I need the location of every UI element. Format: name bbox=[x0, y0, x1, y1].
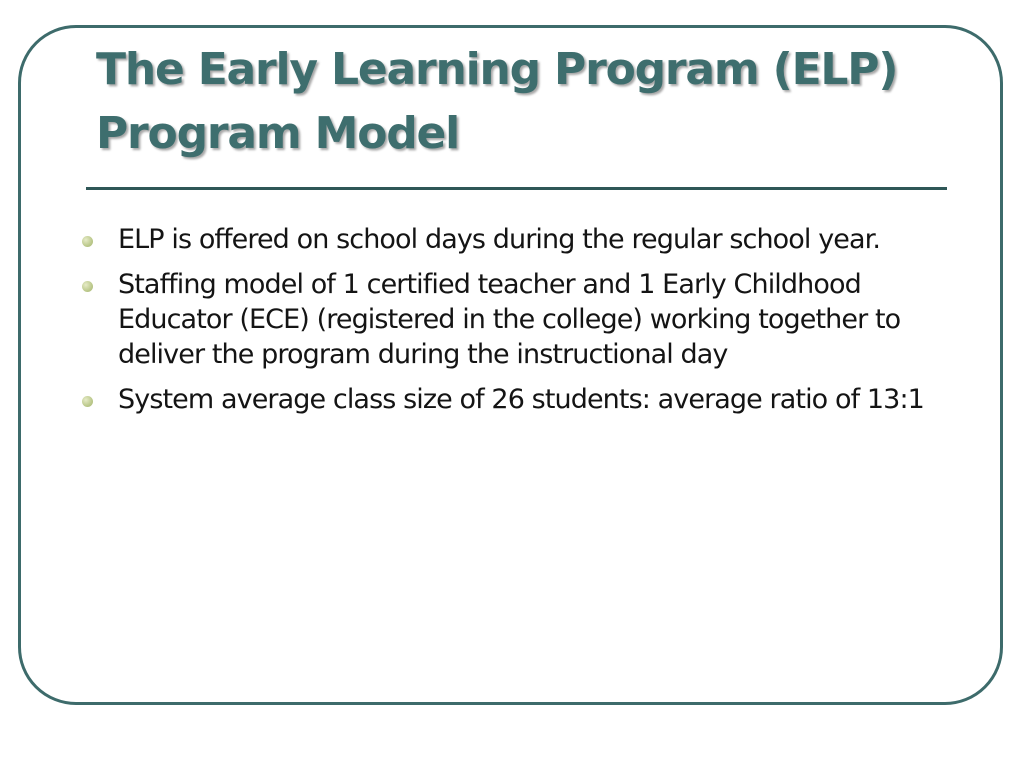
bullet-dot-icon bbox=[82, 281, 93, 292]
bullet-text: Staffing model of 1 certified teacher and 1 Early Childhood Educator (ECE) (registered in the college) working together to deliver the program during the instructional day bbox=[118, 269, 901, 370]
bullet-text: System average class size of 26 students: average ratio of 13:1 bbox=[118, 384, 924, 415]
slide-title-line-1: The Early Learning Program (ELP) bbox=[96, 44, 898, 95]
bullet-item bbox=[82, 222, 942, 257]
title-divider bbox=[86, 187, 947, 190]
bullet-dot-icon bbox=[82, 236, 93, 247]
bullet-list bbox=[82, 222, 942, 427]
slide-title-line-2: Program Model bbox=[96, 108, 460, 159]
slide-title bbox=[96, 38, 976, 166]
bullet-text: ELP is offered on school days during the regular school year. bbox=[118, 224, 881, 255]
bullet-dot-icon bbox=[82, 396, 93, 407]
bullet-item bbox=[82, 382, 942, 417]
bullet-item bbox=[82, 267, 942, 372]
